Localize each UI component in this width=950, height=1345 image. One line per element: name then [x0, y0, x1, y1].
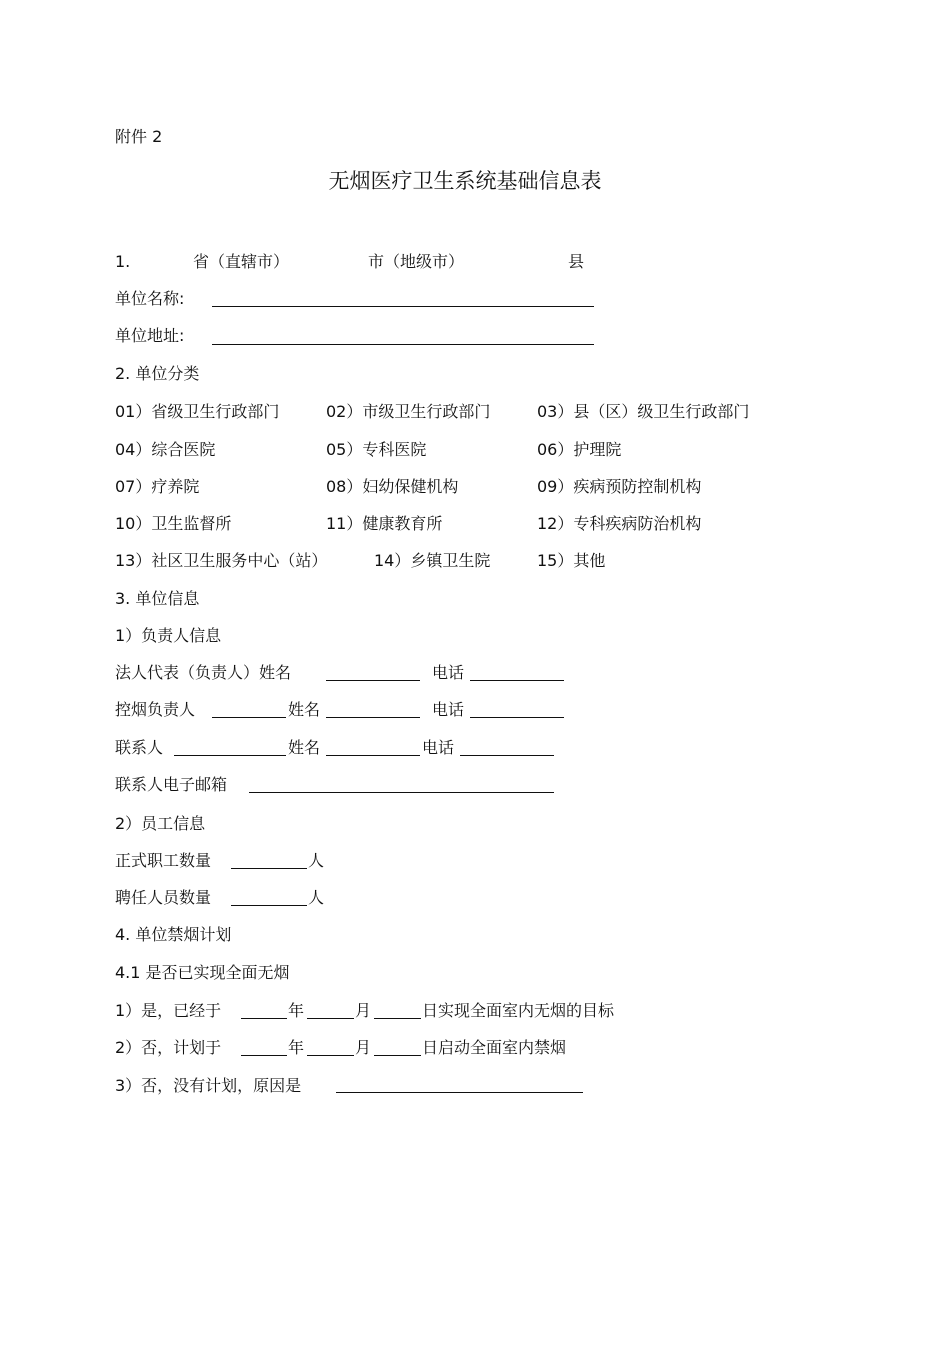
section4-heading: 4. 单位禁烟计划	[115, 925, 232, 944]
option1-year-label: 年	[288, 1001, 305, 1020]
question-4-1: 4.1 是否已实现全面无烟	[115, 963, 290, 982]
tobacco-head-label: 控烟负责人	[115, 700, 196, 719]
category-07[interactable]: 07）疗养院	[115, 477, 200, 496]
option2-year-label: 年	[288, 1038, 305, 1057]
form-title: 无烟医疗卫生系统基础信息表	[328, 169, 602, 193]
option1-month-label: 月	[355, 1001, 372, 1020]
category-03[interactable]: 03）县（区）级卫生行政部门	[537, 402, 750, 421]
staff-info-subheading: 2）员工信息	[115, 814, 206, 833]
contact-label: 联系人	[115, 738, 164, 757]
category-15[interactable]: 15）其他	[537, 551, 606, 570]
option1-month-field[interactable]	[307, 1018, 354, 1019]
formal-staff-field[interactable]	[231, 868, 307, 869]
option2-month-label: 月	[355, 1038, 372, 1057]
formal-staff-unit: 人	[308, 851, 325, 870]
option2-suffix: 日启动全面室内禁烟	[422, 1038, 567, 1057]
attachment-label: 附件 2	[115, 127, 163, 146]
category-12[interactable]: 12）专科疾病防治机构	[537, 514, 702, 533]
county-label: 县	[568, 252, 585, 271]
hired-staff-field[interactable]	[231, 905, 307, 906]
option3-label: 3）否，没有计划，原因是	[115, 1076, 302, 1095]
option3-reason-field[interactable]	[336, 1092, 583, 1093]
tobacco-head-phone-field[interactable]	[470, 717, 564, 718]
unit-name-field[interactable]	[212, 306, 594, 307]
hired-staff-unit: 人	[308, 888, 325, 907]
tobacco-head-phone-label: 电话	[432, 700, 465, 719]
contact-name-label: 姓名	[288, 738, 321, 757]
category-10[interactable]: 10）卫生监督所	[115, 514, 232, 533]
formal-staff-label: 正式职工数量	[115, 851, 212, 870]
category-14[interactable]: 14）乡镇卫生院	[374, 551, 491, 570]
option1-prefix: 1）是，已经于	[115, 1001, 222, 1020]
hired-staff-label: 聘任人员数量	[115, 888, 212, 907]
contact-name-field[interactable]	[326, 755, 420, 756]
category-05[interactable]: 05）专科医院	[326, 440, 427, 459]
category-02[interactable]: 02）市级卫生行政部门	[326, 402, 491, 421]
leader-info-subheading: 1）负责人信息	[115, 626, 222, 645]
legal-rep-name-field[interactable]	[326, 680, 420, 681]
contact-phone-label: 电话	[422, 738, 455, 757]
contact-phone-field[interactable]	[460, 755, 554, 756]
unit-address-field[interactable]	[212, 344, 594, 345]
legal-rep-name-label: 法人代表（负责人）姓名	[115, 663, 292, 682]
legal-rep-phone-label: 电话	[432, 663, 465, 682]
section3-heading: 3. 单位信息	[115, 589, 200, 608]
category-11[interactable]: 11）健康教育所	[326, 514, 443, 533]
category-09[interactable]: 09）疾病预防控制机构	[537, 477, 702, 496]
category-01[interactable]: 01）省级卫生行政部门	[115, 402, 280, 421]
unit-name-label: 单位名称:	[115, 289, 185, 308]
category-08[interactable]: 08）妇幼保健机构	[326, 477, 459, 496]
option2-prefix: 2）否，计划于	[115, 1038, 222, 1057]
tobacco-head-field[interactable]	[212, 717, 286, 718]
category-13[interactable]: 13）社区卫生服务中心（站）	[115, 551, 328, 570]
option2-year-field[interactable]	[241, 1055, 287, 1056]
province-label: 省（直辖市）	[193, 252, 290, 271]
option1-suffix: 日实现全面室内无烟的目标	[422, 1001, 615, 1020]
contact-field[interactable]	[174, 755, 286, 756]
option2-day-field[interactable]	[374, 1055, 421, 1056]
option2-month-field[interactable]	[307, 1055, 354, 1056]
tobacco-head-name-field[interactable]	[326, 717, 420, 718]
category-04[interactable]: 04）综合医院	[115, 440, 216, 459]
unit-address-label: 单位地址:	[115, 326, 185, 345]
section2-heading: 2. 单位分类	[115, 364, 200, 383]
contact-email-label: 联系人电子邮箱	[115, 775, 228, 794]
option1-year-field[interactable]	[241, 1018, 287, 1019]
contact-email-field[interactable]	[249, 792, 554, 793]
section1-number: 1.	[115, 252, 131, 271]
option1-day-field[interactable]	[374, 1018, 421, 1019]
category-06[interactable]: 06）护理院	[537, 440, 622, 459]
tobacco-head-name-label: 姓名	[288, 700, 321, 719]
legal-rep-phone-field[interactable]	[470, 680, 564, 681]
city-label: 市（地级市）	[368, 252, 465, 271]
